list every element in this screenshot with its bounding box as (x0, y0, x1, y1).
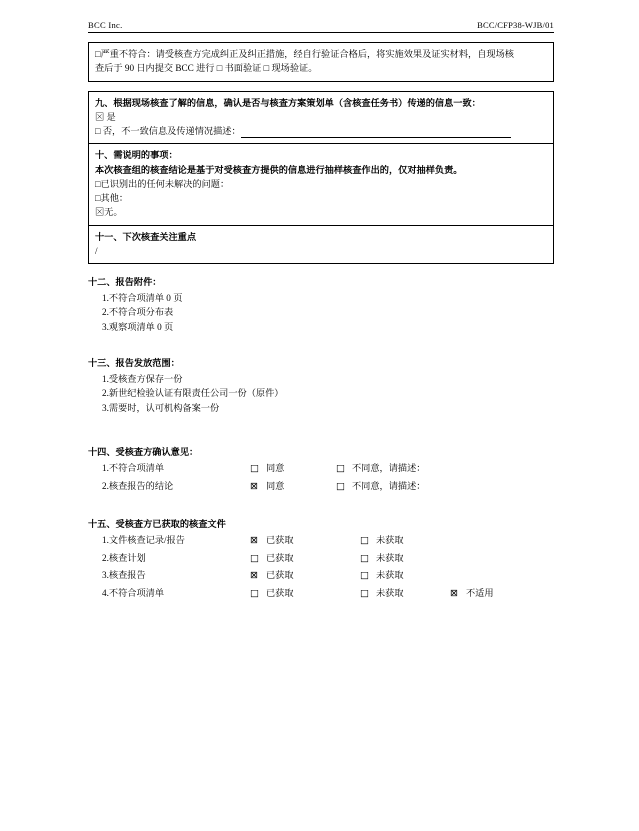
section-15-row-4-not-applicable[interactable] (450, 585, 494, 603)
section-12-title: 十二、报告附件： (88, 277, 162, 287)
section-15-row-3-obtained-label: 已获取 (266, 570, 294, 581)
section-10-box (88, 144, 554, 225)
checkbox-checked-icon[interactable]: ⊠ (250, 481, 258, 493)
table-row (88, 532, 554, 550)
section-15-row-1-label: 1.文件核查记录/报告 (102, 535, 185, 546)
section-15-row-4-label: 4.不符合项清单 (102, 588, 165, 598)
checkbox-unchecked-icon[interactable]: □ (360, 552, 369, 564)
section-15-row-3-not-obtained[interactable] (360, 567, 450, 585)
section-14 (88, 445, 554, 496)
checkbox-checked-icon[interactable]: ⊠ (250, 570, 258, 582)
section-15-row-2-obtained[interactable] (250, 550, 360, 568)
section-14-row-1-agree-label: 同意 (266, 463, 285, 474)
section-14-row-2-disagree-label: 不同意，请描述： (352, 481, 426, 492)
section-14-row-1-disagree[interactable] (336, 460, 426, 478)
section-15-row-2-obtained-label: 已获取 (266, 552, 294, 563)
section-12 (88, 275, 554, 335)
checkbox-checked-icon[interactable]: ⊠ (450, 588, 458, 599)
section-13-title: 十三、报告发放范围： (88, 357, 180, 368)
section-13 (88, 356, 554, 416)
nonconformity-note-line2: 查后于 90 日内提交 BCC 进行 □ 书面验证 □ 现场验证。 (95, 63, 318, 74)
checkbox-unchecked-icon[interactable]: □ (250, 588, 259, 599)
checkbox-unchecked-icon[interactable]: □ (250, 552, 259, 564)
checkbox-unchecked-icon[interactable]: □ (250, 463, 259, 475)
section-10-item-3[interactable]: ⊠无。 (95, 207, 123, 218)
checkbox-unchecked-icon[interactable]: □ (360, 588, 369, 599)
section-14-title: 十四、受核查方确认意见： (88, 446, 199, 457)
section-11-title: 十一、下次核查关注重点 (95, 231, 197, 242)
section-15-row-2-not-obtained-label: 未获取 (376, 552, 404, 563)
section-14-row-1-agree[interactable] (250, 460, 336, 478)
section-14-row-2-agree-label: 同意 (266, 481, 285, 492)
section-15-title: 十五、受核查方已获取的核查文件 (88, 518, 226, 529)
table-row (88, 550, 554, 568)
section-15-row-1-obtained[interactable] (250, 532, 360, 550)
section-15-row-4-not-applicable-label: 不适用 (466, 588, 494, 598)
section-15-row-1-not-obtained-label: 未获取 (376, 535, 404, 546)
checkbox-checked-icon[interactable]: ⊠ (250, 535, 258, 547)
section-15-row-4-not-obtained[interactable] (360, 585, 450, 603)
section-13-item-3: 3.需要时，认可机构备案一份 (102, 403, 220, 414)
section-14-row-1-disagree-label: 不同意，请描述： (352, 463, 426, 474)
nonconformity-note-box (88, 42, 554, 82)
section-13-item-2: 2.新世纪检验认证有限责任公司一份（原件） (102, 388, 284, 399)
section-14-row-1-label: 1.不符合项清单 (102, 463, 165, 474)
section-11-body: / (95, 245, 98, 256)
section-10-item-2[interactable]: □其他： (95, 193, 129, 203)
section-10-body: 本次核查组的核查结论是基于对受核查方提供的信息进行抽样核查作出的，仅对抽样负责。 (95, 164, 463, 175)
section-12-item-3: 3.观察项清单 0 页 (102, 322, 174, 333)
checkbox-unchecked-icon[interactable]: □ (360, 535, 369, 547)
section-9-title: 九、根据现场核查了解的信息，确认是否与核查方案策划单（含核查任务书）传递的信息一致： (95, 97, 481, 108)
checkbox-unchecked-icon[interactable]: □ (336, 463, 345, 475)
table-row (88, 585, 554, 603)
section-14-row-2-label: 2.核查报告的结论 (102, 481, 174, 492)
table-row (88, 478, 554, 496)
checkbox-unchecked-icon[interactable]: □ (360, 570, 369, 582)
section-14-row-2-disagree[interactable] (336, 478, 426, 496)
section-15-row-4-not-obtained-label: 未获取 (376, 588, 404, 598)
section-15-row-2-not-obtained[interactable] (360, 550, 450, 568)
section-15-row-3-label: 3.核查报告 (102, 570, 146, 581)
section-9-fill-line[interactable] (241, 128, 511, 138)
nonconformity-note-line1: □严重不符合：请受核查方完成纠正及纠正措施，经自行验证合格后，将实施效果及证实材料，自现场核 (95, 49, 514, 59)
section-15 (88, 517, 554, 603)
table-row (88, 567, 554, 585)
section-10-item-1[interactable]: □已识别出的任何未解决的问题： (95, 178, 230, 189)
section-9-box (88, 91, 554, 145)
table-row (88, 460, 554, 478)
section-15-row-1-not-obtained[interactable] (360, 532, 450, 550)
section-15-row-3-obtained[interactable] (250, 567, 360, 585)
header-doc-code: BCC/CFP38-WJB/01 (477, 20, 554, 30)
section-9-option-no[interactable]: □ 否，不一致信息及传递情况描述： (95, 126, 241, 136)
page-header (88, 20, 554, 33)
section-15-row-4-obtained[interactable] (250, 585, 360, 603)
section-12-item-2: 2.不符合项分布表 (102, 307, 174, 318)
section-12-item-1: 1.不符合项清单 0 页 (102, 292, 183, 303)
section-15-row-3-not-obtained-label: 未获取 (376, 570, 404, 581)
section-15-row-1-obtained-label: 已获取 (266, 535, 294, 546)
header-company: BCC Inc. (88, 20, 123, 30)
section-15-row-2-label: 2.核查计划 (102, 552, 146, 563)
section-15-row-4-obtained-label: 已获取 (266, 588, 294, 598)
checkbox-unchecked-icon[interactable]: □ (336, 481, 345, 493)
section-9-option-yes[interactable]: ⊠ 是 (95, 111, 116, 122)
section-9-option-no-row[interactable] (95, 124, 547, 138)
page-content (88, 20, 554, 603)
section-13-item-1: 1.受核查方保存一份 (102, 373, 183, 384)
section-14-row-2-agree[interactable] (250, 478, 336, 496)
section-10-title: 十、需说明的事项： (95, 150, 178, 161)
section-11-box (88, 226, 554, 265)
